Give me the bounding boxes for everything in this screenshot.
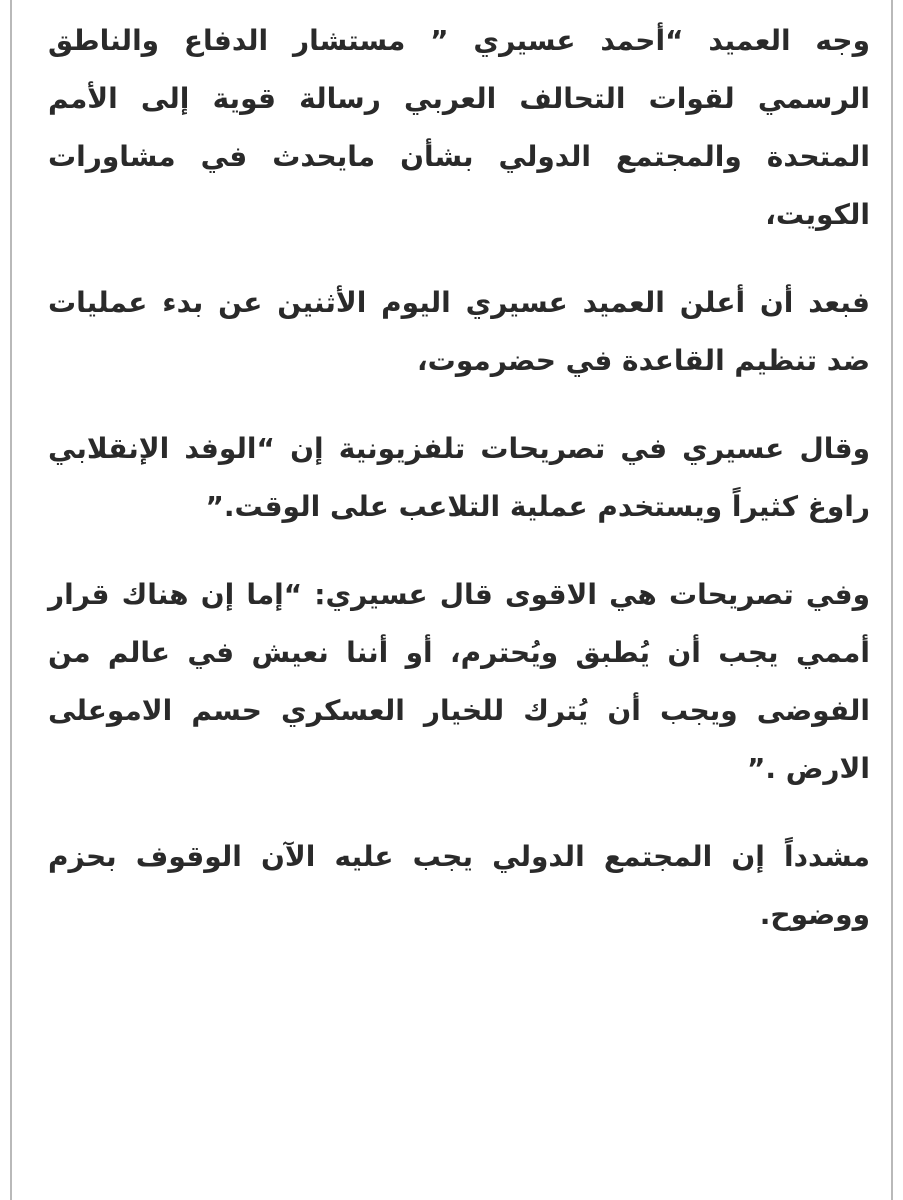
- paragraph-3: وقال عسيري في تصريحات تلفزيونية إن “الوفد الإنقلابي راوغ كثيراً ويستخدم عملية التلاعب على الوقت.”: [48, 432, 870, 523]
- paragraph-4: وفي تصريحات هي الاقوى قال عسيري: “إما إن هناك قرار أممي يجب أن يُطبق ويُحترم، أو أننا نعيش في عالم من الفوضى ويجب أن يُترك للخيار العسكري حسم الاموعلى الارض .”: [48, 578, 870, 785]
- paragraph-2: فبعد أن أعلن العميد عسيري اليوم الأثنين عن بدء عمليات ضد تنظيم القاعدة في حضرموت،: [48, 286, 870, 377]
- article-body: [48, 12, 870, 974]
- paragraph-5: مشدداً إن المجتمع الدولي يجب عليه الآن الوقوف بحزم ووضوح.: [48, 840, 870, 931]
- paragraph-1: وجه العميد “أحمد عسيري ” مستشار الدفاع والناطق الرسمي لقوات التحالف العربي رسالة قوية إلى الأمم المتحدة والمجتمع الدولي بشأن مايحدث في مشاورات الكويت،: [48, 24, 870, 231]
- page-right-border: [891, 0, 893, 1200]
- page-left-border: [10, 0, 12, 1200]
